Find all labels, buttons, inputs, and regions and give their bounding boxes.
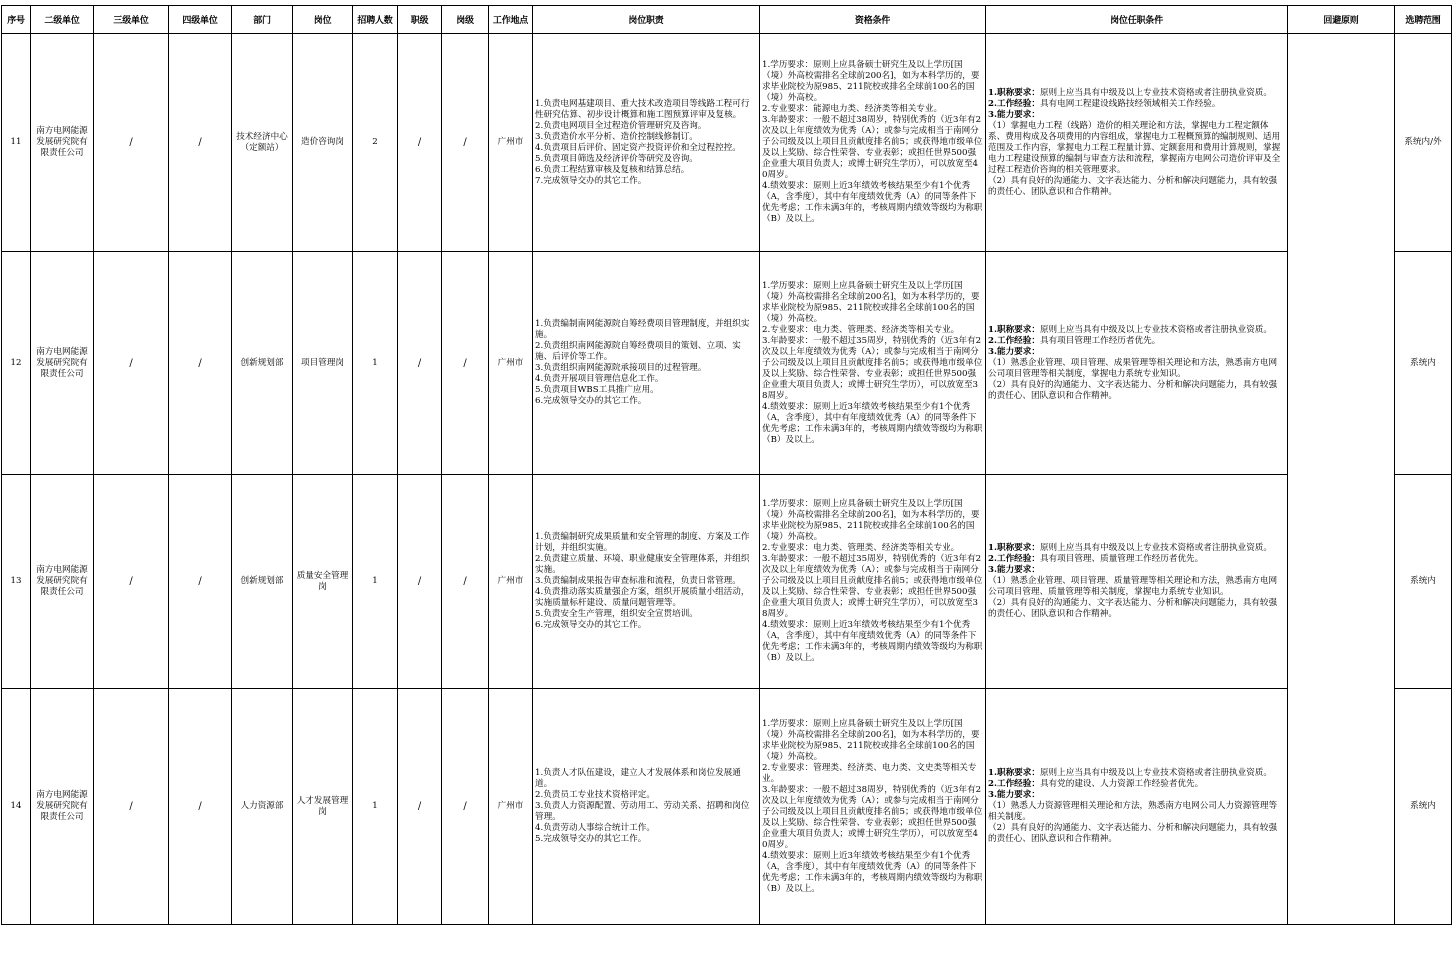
qual-line: 2.专业要求：电力类、管理类、经济类等相关专业。	[762, 324, 960, 335]
duty-line: 6.负责工程结算审核及复核和结算总结。	[535, 164, 690, 175]
condition-text: 原则上应当具有中级及以上专业技术资格或者注册执业资质。	[1039, 324, 1272, 335]
duty-line: 1.负责编制南网能源院自筹经费项目管理制度，并组织实施。	[535, 319, 750, 340]
duty-line: 5.负责项目WBS工具推广应用。	[535, 385, 659, 395]
condition-text: 原则上应当具有中级及以上专业技术资格或者注册执业资质。	[1039, 543, 1272, 553]
header-count: 招聘人数	[353, 6, 398, 34]
row-unit3-cell: /	[94, 252, 169, 475]
duty-line: 3.负责人力资源配置、劳动用工、劳动关系、招聘和岗位管理。	[535, 801, 750, 822]
condition-text: 具有项目管理、质量管理工作经历者优先。	[1039, 554, 1204, 564]
qual-line: 2.专业要求：管理类、经济类、电力类、文史类等相关专业。	[762, 762, 977, 784]
qual-line: 3.年龄要求：一般不超过38周岁，特别优秀的（近3年有2次及以上年度绩效为优秀（A）；或参与完成相当于南网分子公司级及以上项目且贡献度排名前5；或获得地市级单位及以上奖励、综合性荣誉、专业表彰；或担任世界500强企业重大项目负责人；或博士研究生学历），可以放宽至40周岁。	[762, 784, 983, 850]
row-unit4-cell: /	[169, 252, 232, 475]
table-row	[2, 475, 1452, 689]
row-count-cell: 2	[353, 34, 398, 252]
condition-text: 具有党的建设、人力资源工作经验者优先。	[1039, 779, 1204, 789]
row-seq-cell: 13	[2, 475, 31, 689]
row-location-cell: 广州市	[489, 252, 533, 475]
condition-line	[988, 576, 1285, 598]
row-count-cell: 1	[353, 475, 398, 689]
header-dept: 部门	[232, 6, 293, 34]
condition-text: 具有项目管理工作经历者优先。	[1039, 335, 1161, 346]
row-avoidance-cell	[1288, 34, 1395, 252]
condition-line	[988, 380, 1285, 402]
row-location-cell: 广州市	[489, 475, 533, 689]
row-duties-cell	[533, 689, 760, 925]
row-unit4-cell: /	[169, 689, 232, 925]
duty-line: 3.负责编制成果报告审查标准和流程，负责日常管理。	[535, 576, 741, 586]
table-row	[2, 252, 1452, 475]
condition-line	[988, 779, 1285, 790]
row-rank-cell: /	[398, 689, 442, 925]
row-location-cell: 广州市	[489, 689, 533, 925]
row-avoidance-cell	[1288, 689, 1395, 925]
condition-line	[988, 554, 1285, 565]
header-rank: 职级	[398, 6, 442, 34]
condition-line	[988, 598, 1285, 620]
duty-line: 4.负责劳动人事综合统计工作。	[535, 823, 655, 833]
condition-label: 3.能力要求：	[988, 346, 1040, 357]
duty-line: 7.完成领导交办的其它工作。	[535, 175, 647, 186]
row-unit2-cell: 南方电网能源发展研究院有限责任公司	[31, 252, 94, 475]
row-count-cell: 1	[353, 252, 398, 475]
header-grade: 岗级	[442, 6, 489, 34]
condition-text: （1）熟悉人力资源管理相关理论和方法，熟悉南方电网公司人力资源管理等相关制度。	[988, 801, 1278, 822]
duty-line: 3.负责造价水平分析、造价控制线修制订。	[535, 131, 698, 142]
condition-line	[988, 325, 1285, 336]
condition-label: 3.能力要求：	[988, 565, 1040, 575]
recruitment-table	[1, 5, 1452, 925]
header-avoidance: 回避原则	[1288, 6, 1395, 34]
header-unit2: 二级单位	[31, 6, 94, 34]
row-conditions-cell	[986, 34, 1288, 252]
duty-line: 2.负责组织南网能源院自筹经费项目的策划、立项、实施、后评价等工作。	[535, 341, 741, 362]
row-scope-cell: 系统内	[1395, 475, 1452, 689]
qual-line: 3.年龄要求：一般不超过35周岁，特别优秀的（近3年有2次及以上年度绩效为优秀（A）；或参与完成相当于南网分子公司级及以上项目且贡献度排名前5；或获得地市级单位及以上奖励、综合性荣誉、专业表彰；或担任世界500强企业重大项目负责人；或博士研究生学历），可以放宽至38周岁。	[762, 554, 983, 619]
condition-text: 原则上应当具有中级及以上专业技术资格或者注册执业资质。	[1039, 768, 1272, 778]
condition-line	[988, 823, 1285, 845]
condition-line	[988, 176, 1285, 198]
condition-label: 3.能力要求：	[988, 109, 1040, 120]
duty-line: 4.负责项目后评价、固定资产投资评价和全过程控控。	[535, 142, 741, 153]
row-rank-cell: /	[398, 252, 442, 475]
condition-text: （2）具有良好的沟通能力、文字表达能力、分析和解决问题能力，具有较强的责任心、团队意识和合作精神。	[988, 598, 1278, 619]
condition-line	[988, 347, 1285, 358]
row-rank-cell: /	[398, 34, 442, 252]
header-seq: 序号	[2, 6, 31, 34]
qual-line: 1.学历要求：原则上应具备硕士研究生及以上学历[国（境）外高校需排名全球前200名]，如为本科学历的，要求毕业院校为原985、211院校或排名全球前100名的国（境）外高校。	[762, 718, 980, 762]
row-seq-cell: 12	[2, 252, 31, 475]
condition-text: （2）具有良好的沟通能力、文字表达能力、分析和解决问题能力，具有较强的责任心、团队意识和合作精神。	[988, 175, 1278, 197]
row-location-cell: 广州市	[489, 34, 533, 252]
row-scope-cell: 系统内	[1395, 252, 1452, 475]
header-row	[2, 6, 1452, 34]
row-avoidance-cell	[1288, 475, 1395, 689]
condition-line	[988, 565, 1285, 576]
duty-line: 1.负责电网基建项目、重大技术改造项目等线路工程可行性研究估算、初步设计概算和施工图预算评审及复核。	[535, 98, 750, 120]
row-grade-cell: /	[442, 252, 489, 475]
row-dept-cell: 技术经济中心（定额站）	[232, 34, 293, 252]
condition-text: （1）掌握电力工程（线路）造价的相关理论和方法，掌握电力工程定额体系、费用构成及各项费用的内容组成，掌握电力工程概预算的编制规则、适用范围及工作内容，掌握电力工程工程量计算、定额套用和费用计算规则，掌握电力工程建设预算的编制与审查方法和流程，掌握南方电网公司造价评审及全过程工程造价咨询的相关管理要求。	[988, 120, 1281, 175]
row-dept-cell: 创新规划部	[232, 252, 293, 475]
row-scope-cell: 系统内/外	[1395, 34, 1452, 252]
qual-line: 3.年龄要求：一般不超过38周岁，特别优秀的（近3年有2次及以上年度绩效为优秀（A）；或参与完成相当于南网分子公司级及以上项目且贡献度排名前5；或获得地市级单位及以上奖励、综合性荣誉、专业表彰；或担任世界500强企业重大项目负责人；或博士研究生学历），可以放宽至40周岁。	[762, 115, 983, 180]
condition-text: 具有电网工程建设线路技经领域相关工作经验。	[1039, 98, 1221, 109]
qual-line: 1.学历要求：原则上应具备硕士研究生及以上学历[国（境）外高校需排名全球前200名]，如为本科学历的，要求毕业院校为原985、211院校或排名全球前100名的国（境）外高校。	[762, 499, 980, 542]
qual-line: 1.学历要求：原则上应具备硕士研究生及以上学历[国（境）外高校需排名全球前200名]，如为本科学历的，要求毕业院校为原985、211院校或排名全球前100名的国（境）外高校。	[762, 60, 980, 103]
table-row	[2, 34, 1452, 252]
row-count-cell: 1	[353, 689, 398, 925]
duty-line: 5.负责项目筛选及经济评价等研究及咨询。	[535, 153, 698, 164]
duty-line: 6.完成领导交办的其它工作。	[535, 620, 647, 630]
qual-line: 4.绩效要求：原则上近3年绩效考核结果至少有1个优秀（A，含季度），其中有年度绩效优秀（A）的同等条件下优先考虑；工作未满3年的，考核周期内绩效等级均为称职（B）及以上。	[762, 401, 983, 445]
row-post-cell: 项目管理岗	[293, 252, 353, 475]
condition-label: 2.工作经验：	[988, 779, 1040, 789]
qual-line: 4.绩效要求：原则上近3年绩效考核结果至少有1个优秀（A，含季度），其中有年度绩效优秀（A）的同等条件下优先考虑；工作未满3年的，考核周期内绩效等级均为称职（B）及以上。	[762, 850, 983, 894]
condition-label: 3.能力要求：	[988, 790, 1040, 800]
condition-line	[988, 121, 1285, 176]
row-post-cell: 质量安全管理岗	[293, 475, 353, 689]
row-unit4-cell: /	[169, 475, 232, 689]
duty-line: 5.负责安全生产管理，组织安全宣贯培训。	[535, 609, 698, 619]
condition-line	[988, 790, 1285, 801]
duty-line: 6.完成领导交办的其它工作。	[535, 396, 647, 406]
condition-text: （2）具有良好的沟通能力、文字表达能力、分析和解决问题能力，具有较强的责任心、团队意识和合作精神。	[988, 379, 1278, 401]
condition-line	[988, 543, 1285, 554]
row-seq-cell: 11	[2, 34, 31, 252]
header-duties: 岗位职责	[533, 6, 760, 34]
row-rank-cell: /	[398, 475, 442, 689]
condition-label: 2.工作经验：	[988, 335, 1040, 346]
condition-text: 原则上应当具有中级及以上专业技术资格或者注册执业资质。	[1039, 87, 1272, 98]
condition-text: （2）具有良好的沟通能力、文字表达能力、分析和解决问题能力，具有较强的责任心、团队意识和合作精神。	[988, 823, 1278, 844]
row-seq-cell: 14	[2, 689, 31, 925]
row-grade-cell: /	[442, 475, 489, 689]
condition-line	[988, 99, 1285, 110]
row-conditions-cell	[986, 475, 1288, 689]
row-avoidance-cell	[1288, 252, 1395, 475]
row-duties-cell	[533, 475, 760, 689]
qual-line: 4.绩效要求：原则上近3年绩效考核结果至少有1个优秀（A，含季度），其中有年度绩效优秀（A）的同等条件下优先考虑；工作未满3年的，考核周期内绩效等级均为称职（B）及以上。	[762, 620, 983, 663]
duty-line: 1.负责编制研究成果质量和安全管理的制度、方案及工作计划，并组织实施。	[535, 532, 750, 553]
row-dept-cell: 创新规划部	[232, 475, 293, 689]
row-unit2-cell: 南方电网能源发展研究院有限责任公司	[31, 34, 94, 252]
condition-label: 2.工作经验：	[988, 554, 1040, 564]
condition-label: 1.职称要求：	[988, 543, 1040, 553]
row-unit3-cell: /	[94, 689, 169, 925]
header-post: 岗位	[293, 6, 353, 34]
condition-label: 1.职称要求：	[988, 768, 1040, 778]
qual-line: 1.学历要求：原则上应具备硕士研究生及以上学历[国（境）外高校需排名全球前200名]，如为本科学历的，要求毕业院校为原985、211院校或排名全球前100名的国（境）外高校。	[762, 280, 980, 324]
qual-line: 2.专业要求：电力类、管理类、经济类等相关专业。	[762, 543, 960, 553]
row-grade-cell: /	[442, 34, 489, 252]
qual-line: 3.年龄要求：一般不超过35周岁，特别优秀的（近3年有2次及以上年度绩效为优秀（A）；或参与完成相当于南网分子公司级及以上项目且贡献度排名前5；或获得地市级单位及以上奖励、综合性荣誉、专业表彰；或担任世界500强企业重大项目负责人；或博士研究生学历），可以放宽至38周岁。	[762, 335, 983, 401]
row-unit3-cell: /	[94, 34, 169, 252]
duty-line: 1.负责人才队伍建设，建立人才发展体系和岗位发展通道。	[535, 768, 741, 789]
row-unit3-cell: /	[94, 475, 169, 689]
duty-line: 5.完成领导交办的其它工作。	[535, 834, 647, 844]
row-quals-cell	[760, 475, 986, 689]
table-row	[2, 689, 1452, 925]
row-conditions-cell	[986, 689, 1288, 925]
duty-line: 4.负责开展项目管理信息化工作。	[535, 374, 664, 384]
row-scope-cell: 系统内	[1395, 689, 1452, 925]
row-unit4-cell: /	[169, 34, 232, 252]
duty-line: 2.负责建立质量、环境、职业健康安全管理体系，并组织实施。	[535, 554, 750, 575]
row-quals-cell	[760, 34, 986, 252]
row-post-cell: 人才发展管理岗	[293, 689, 353, 925]
header-location: 工作地点	[489, 6, 533, 34]
condition-line	[988, 336, 1285, 347]
condition-label: 1.职称要求：	[988, 87, 1040, 98]
header-scope: 选聘范围	[1395, 6, 1452, 34]
duty-line: 2.负责员工专业技术资格评定。	[535, 790, 655, 800]
condition-line	[988, 768, 1285, 779]
header-unit3: 三级单位	[94, 6, 169, 34]
condition-text: （1）熟悉企业管理、项目管理、质量管理等相关理论和方法，熟悉南方电网公司项目管理、质量管理等相关制度，掌握电力系统专业知识。	[988, 576, 1278, 597]
header-conditions: 岗位任职条件	[986, 6, 1288, 34]
row-duties-cell	[533, 34, 760, 252]
row-unit2-cell: 南方电网能源发展研究院有限责任公司	[31, 689, 94, 925]
duty-line: 3.负责组织南网能源院承接项目的过程管理。	[535, 363, 707, 373]
row-quals-cell	[760, 252, 986, 475]
row-grade-cell: /	[442, 689, 489, 925]
condition-label: 2.工作经验：	[988, 98, 1040, 109]
condition-line	[988, 358, 1285, 380]
row-conditions-cell	[986, 252, 1288, 475]
qual-line: 2.专业要求：能源电力类、经济类等相关专业。	[762, 104, 943, 114]
condition-line	[988, 801, 1285, 823]
condition-line	[988, 110, 1285, 121]
duty-line: 4.负责推动落实质量强企方案，组织开展质量小组活动，实施质量标杆建设、质量问题管理等。	[535, 587, 750, 608]
condition-text: （1）熟悉企业管理、项目管理、成果管理等相关理论和方法，熟悉南方电网公司项目管理等相关制度，掌握电力系统专业知识。	[988, 357, 1278, 379]
row-quals-cell	[760, 689, 986, 925]
duty-line: 2.负责电网项目全过程造价管理研究及咨询。	[535, 120, 707, 131]
row-dept-cell: 人力资源部	[232, 689, 293, 925]
row-post-cell: 造价咨询岗	[293, 34, 353, 252]
condition-line	[988, 88, 1285, 99]
header-quals: 资格条件	[760, 6, 986, 34]
condition-label: 1.职称要求：	[988, 324, 1040, 335]
header-unit4: 四级单位	[169, 6, 232, 34]
row-duties-cell	[533, 252, 760, 475]
qual-line: 4.绩效要求：原则上近3年绩效考核结果至少有1个优秀（A，含季度），其中有年度绩效优秀（A）的同等条件下优先考虑；工作未满3年的，考核周期内绩效等级均为称职（B）及以上。	[762, 181, 983, 224]
row-unit2-cell: 南方电网能源发展研究院有限责任公司	[31, 475, 94, 689]
